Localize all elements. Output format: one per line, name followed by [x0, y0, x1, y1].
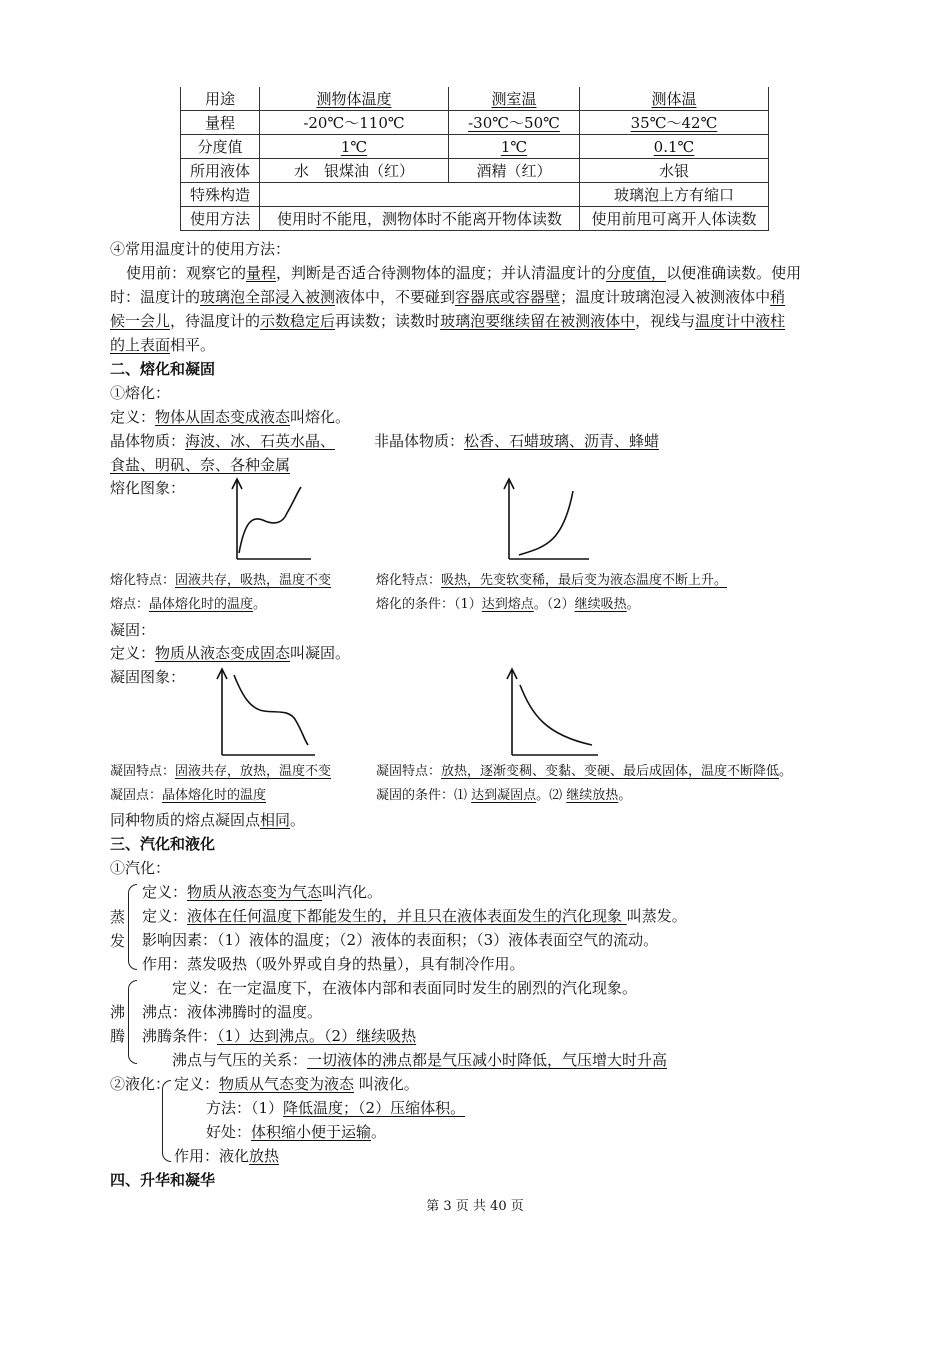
solidifying-point: 凝固点：晶体熔化时的温度 — [110, 788, 267, 803]
evaporation-factors: 影响因素：（1）液体的温度；（2）液体的表面积；（3）液体表面空气的流动。 — [142, 931, 659, 949]
evaporation-side-label: 蒸 — [110, 908, 126, 926]
table-cell: 玻璃泡上方有缩口 — [580, 183, 769, 207]
page-footer: 第 3 页 共 40 页 — [426, 1199, 524, 1214]
melt-graph-label: 熔化图象： — [110, 479, 186, 497]
table-cell: 量程 — [181, 111, 260, 135]
same-point-note: 同种物质的熔点凝固点相同。 — [110, 811, 306, 829]
section-title: 三、汽化和液化 — [110, 835, 216, 853]
table-row — [181, 207, 769, 231]
table-cell: 使用方法 — [181, 207, 260, 231]
liquefy-definition: 定义：物质从气态变为液态 叫液化。 — [174, 1075, 419, 1093]
boiling-side-label: 腾 — [110, 1027, 126, 1045]
table-cell: 测体温 — [580, 87, 769, 111]
crystal-list: 晶体物质：海波、冰、石英水晶、 — [110, 432, 336, 450]
usage-heading: ④常用温度计的使用方法： — [110, 240, 291, 258]
table-cell: 水银 — [580, 159, 769, 183]
usage-line: 的上表面相平。 — [110, 336, 216, 354]
solid-label: 凝固： — [110, 621, 156, 639]
table-cell: 测物体温度 — [260, 87, 449, 111]
table-row — [181, 159, 769, 183]
liquefy-effect: 作用：液化放热 — [174, 1147, 280, 1165]
table-cell: 1℃ — [449, 135, 580, 159]
melt-feature-noncrystal: 熔化特点：吸热，先变软变稀，最后变为液态温度不断上升。 — [376, 573, 728, 588]
table-row — [181, 135, 769, 159]
melt-condition: 熔化的条件：（1）达到熔点。（2）继续吸热。 — [376, 597, 640, 612]
boiling-side-label: 沸 — [110, 1003, 126, 1021]
table-cell: 35℃～42℃ — [580, 111, 769, 135]
table-cell: 特殊构造 — [181, 183, 260, 207]
evaporation-effect: 作用：蒸发吸热（吸外界或自身的热量），具有制冷作用。 — [142, 955, 525, 973]
usage-line: 候一会儿，待温度计的示数稳定后再读数；读数时玻璃泡要继续留在被测液体中，视线与温度计中液柱 — [110, 312, 786, 330]
table-cell: 0.1℃ — [580, 135, 769, 159]
table-row — [181, 87, 769, 111]
usage-line: 使用前：观察它的量程，判断是否适合待测物体的温度；并认清温度计的分度值，以便准确读数。使用 — [126, 264, 802, 282]
table-cell: -30℃～50℃ — [449, 111, 580, 135]
noncrystal-melting-graph — [485, 475, 595, 565]
table-row — [181, 183, 769, 207]
table-cell: 酒精（红） — [449, 159, 580, 183]
section-title: 二、熔化和凝固 — [110, 360, 216, 378]
liquefy-method: 方法：（1）降低温度；（2）压缩体积。 — [206, 1099, 466, 1117]
table-cell: 水 银煤油（红） — [260, 159, 449, 183]
boiling-brace — [128, 980, 137, 1064]
evaporation-definition: 定义：液体在任何温度下都能发生的，并且只在液体表面发生的汽化现象 叫蒸发。 — [142, 907, 687, 925]
table-cell: 1℃ — [260, 135, 449, 159]
boiling-point: 沸点：液体沸腾时的温度。 — [142, 1003, 323, 1021]
melt-feature-crystal: 熔化特点：固液共存，吸热，温度不变 — [110, 573, 332, 588]
table-row — [181, 111, 769, 135]
usage-line: 时：温度计的玻璃泡全部浸入被测液体中，不要碰到容器底或容器壁；温度计玻璃泡浸入被测液体中稍 — [110, 288, 786, 306]
vaporize-label: ①汽化： — [110, 859, 171, 877]
noncrystal-list: 非晶体物质：松香、石蜡玻璃、沥青、蜂蜡 — [374, 432, 660, 450]
liquefy-benefit: 好处：体积缩小便于运输。 — [206, 1123, 387, 1141]
section-title: 四、升华和凝华 — [110, 1171, 216, 1189]
table-cell: 分度值 — [181, 135, 260, 159]
liquefy-label: ②液化： — [110, 1075, 171, 1093]
solid-feature-crystal: 凝固特点：固液共存，放热，温度不变 — [110, 764, 332, 779]
table-cell: 测室温 — [449, 87, 580, 111]
boiling-condition: 沸腾条件：（1）达到沸点。（2）继续吸热 — [142, 1027, 417, 1045]
solid-definition: 定义：物质从液态变成固态叫凝固。 — [110, 644, 351, 662]
thermometer-table — [180, 87, 769, 231]
table-cell: 用途 — [181, 87, 260, 111]
table-cell: -20℃～110℃ — [260, 111, 449, 135]
solid-condition: 凝固的条件：⑴ 达到凝固点。⑵ 继续放热。 — [376, 788, 632, 803]
crystal-list-cont: 食盐、明矾、奈、各种金属 — [110, 456, 291, 474]
solid-graph-label: 凝固图象： — [110, 668, 186, 686]
crystal-solidifying-graph — [200, 665, 320, 760]
boiling-definition: 定义：在一定温度下，在液体内部和表面同时发生的剧烈的汽化现象。 — [172, 979, 638, 997]
melt-label: ①熔化： — [110, 384, 171, 402]
evaporation-brace — [128, 884, 137, 970]
table-cell: 使用前甩可离开人体读数 — [580, 207, 769, 231]
melt-definition: 定义：物体从固态变成液态叫熔化。 — [110, 408, 351, 426]
vaporize-definition: 定义：物质从液态变为气态叫汽化。 — [142, 883, 383, 901]
table-cell — [260, 183, 580, 207]
evaporation-side-label: 发 — [110, 932, 126, 950]
melting-point: 熔点：晶体熔化时的温度。 — [110, 597, 267, 612]
liquefy-brace — [162, 1080, 171, 1162]
solid-feature-noncrystal: 凝固特点：放热，逐渐变稠、变黏、变硬、最后成固体，温度不断降低。 — [376, 764, 793, 779]
boiling-pressure: 沸点与气压的关系：一切液体的沸点都是气压减小时降低，气压增大时升高 — [172, 1051, 668, 1069]
noncrystal-solidifying-graph — [488, 665, 603, 760]
table-cell: 使用时不能甩，测物体时不能离开物体读数 — [260, 207, 580, 231]
crystal-melting-graph — [215, 475, 315, 565]
table-cell: 所用液体 — [181, 159, 260, 183]
